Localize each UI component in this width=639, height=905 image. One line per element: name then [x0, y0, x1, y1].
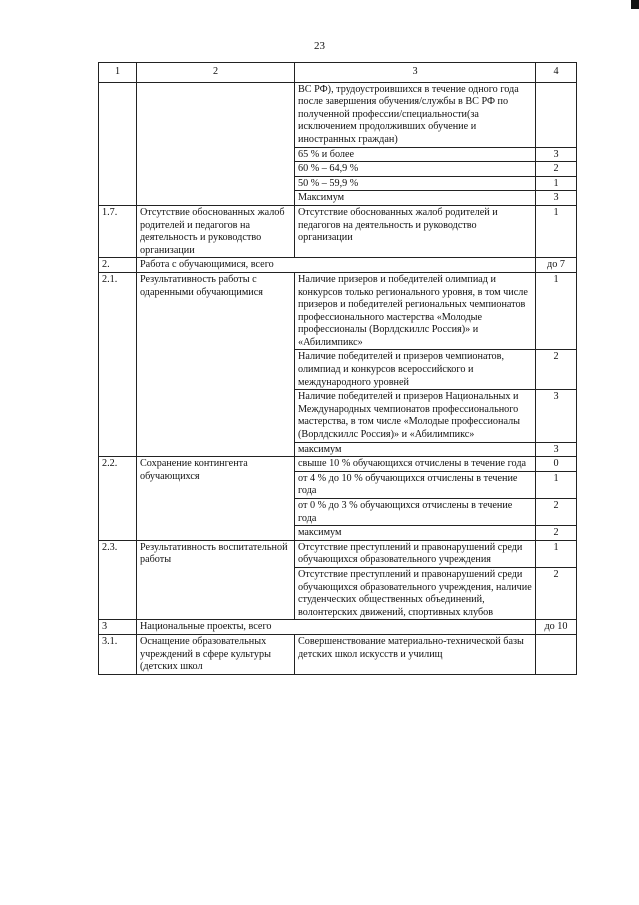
score-cell: 2 — [536, 526, 577, 541]
score-cell: до 7 — [536, 258, 577, 273]
criteria-cell: максимум — [295, 526, 536, 541]
score-cell — [536, 82, 577, 147]
criteria-cell: свыше 10 % обучающихся отчислены в течение года — [295, 457, 536, 472]
criteria-cell: Отсутствие преступлений и правонарушений среди обучающихся образовательного учреждения, наличие студенческих общественных объединений, волонтерских движений, спортивных клубов — [295, 567, 536, 619]
header-cell: 4 — [536, 63, 577, 83]
name-cell: Результативность воспитательной работы — [137, 540, 295, 620]
criteria-cell: Наличие призеров и победителей олимпиад и конкурсов только регионального уровня, в том числе призеров и победителей региональных чемпионатов профессионального мастерства «Молодые профессионалы (Ворлдскиллс Россия)» и «Абилимпикс» — [295, 272, 536, 350]
num-cell — [99, 82, 137, 205]
header-cell: 2 — [137, 63, 295, 83]
score-cell: до 10 — [536, 620, 577, 635]
score-cell: 2 — [536, 499, 577, 526]
name-cell: Сохранение контингента обучающихся — [137, 457, 295, 541]
criteria-cell: Наличие победителей и призеров чемпионатов, олимпиад и конкурсов всероссийского и международного уровней — [295, 350, 536, 390]
score-cell: 2 — [536, 162, 577, 177]
num-cell: 2. — [99, 258, 137, 273]
score-cell: 3 — [536, 442, 577, 457]
table-row — [99, 205, 577, 257]
table-row — [99, 540, 577, 567]
criteria-cell: 60 % – 64,9 % — [295, 162, 536, 177]
criteria-table — [98, 62, 577, 675]
score-cell: 3 — [536, 147, 577, 162]
num-cell: 3.1. — [99, 634, 137, 674]
score-cell — [536, 634, 577, 674]
score-cell: 1 — [536, 540, 577, 567]
table-row — [99, 457, 577, 472]
table-header-row — [99, 63, 577, 83]
score-cell: 2 — [536, 567, 577, 619]
score-cell: 3 — [536, 390, 577, 442]
criteria-cell: максимум — [295, 442, 536, 457]
criteria-cell: от 0 % до 3 % обучающихся отчислены в течение года — [295, 499, 536, 526]
header-cell: 3 — [295, 63, 536, 83]
num-cell: 2.3. — [99, 540, 137, 620]
table-row — [99, 634, 577, 674]
section-row — [99, 620, 577, 635]
num-cell: 2.1. — [99, 272, 137, 456]
table-row — [99, 272, 577, 350]
section-title-cell: Работа с обучающимися, всего — [137, 258, 536, 273]
name-cell: Оснащение образовательных учреждений в сфере культуры (детских школ — [137, 634, 295, 674]
score-cell: 1 — [536, 471, 577, 498]
page-number: 23 — [314, 40, 325, 52]
table-row — [99, 82, 577, 147]
name-cell — [137, 82, 295, 205]
scan-corner-mark — [631, 0, 639, 9]
criteria-cell: Совершенствование материально-технической базы детских школ искусств и училищ — [295, 634, 536, 674]
score-cell: 1 — [536, 205, 577, 257]
num-cell: 1.7. — [99, 205, 137, 257]
score-cell: 2 — [536, 350, 577, 390]
criteria-cell: от 4 % до 10 % обучающихся отчислены в течение года — [295, 471, 536, 498]
criteria-cell: 65 % и более — [295, 147, 536, 162]
criteria-cell: ВС РФ), трудоустроившихся в течение одного года после завершения обучения/службы в ВС РФ по полученной профессии/специальности(за исключением продолживших обучение и иностранных граждан) — [295, 82, 536, 147]
score-cell: 1 — [536, 176, 577, 191]
num-cell: 2.2. — [99, 457, 137, 541]
name-cell: Результативность работы с одаренными обучающимися — [137, 272, 295, 456]
criteria-cell: Отсутствие обоснованных жалоб родителей и педагогов на деятельность и руководство организации — [295, 205, 536, 257]
num-cell: 3 — [99, 620, 137, 635]
section-row — [99, 258, 577, 273]
criteria-cell: Максимум — [295, 191, 536, 206]
score-cell: 1 — [536, 272, 577, 350]
section-title-cell: Национальные проекты, всего — [137, 620, 536, 635]
criteria-cell: Наличие победителей и призеров Национальных и Международных чемпионатов профессионального мастерства, в том числе «Молодые профессионалы (Ворлдскиллс Россия)» и «Абилимпикс» — [295, 390, 536, 442]
score-cell: 0 — [536, 457, 577, 472]
score-cell: 3 — [536, 191, 577, 206]
name-cell: Отсутствие обоснованных жалоб родителей и педагогов на деятельность и руководство организации — [137, 205, 295, 257]
criteria-cell: 50 % – 59,9 % — [295, 176, 536, 191]
criteria-cell: Отсутствие преступлений и правонарушений среди обучающихся образовательного учреждения — [295, 540, 536, 567]
header-cell: 1 — [99, 63, 137, 83]
